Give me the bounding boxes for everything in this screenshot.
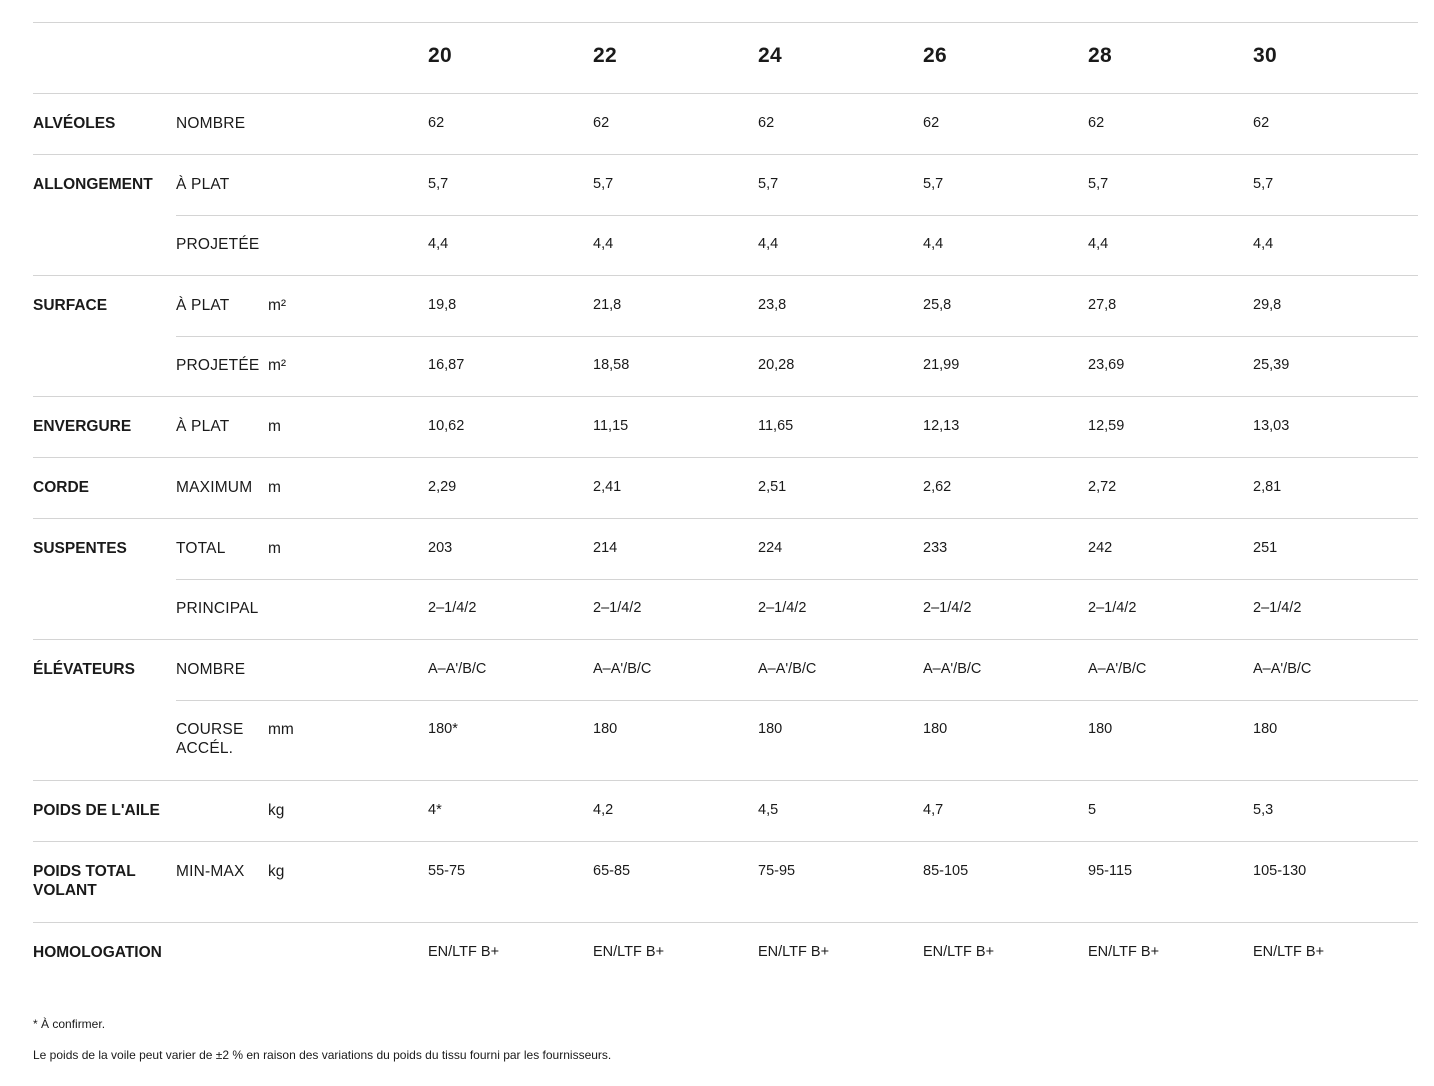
spec-group	[33, 276, 1418, 397]
table-cell: 85-105	[923, 863, 969, 879]
table-cell: 11,15	[593, 418, 629, 434]
spec-group-label: ALLONGEMENT	[33, 176, 153, 193]
table-cell: 75-95	[758, 863, 796, 879]
table-cell: A–A'/B/C	[428, 661, 487, 677]
spec-group-label: POIDS TOTAL VOLANT	[33, 863, 136, 899]
table-cell: 27,8	[1088, 297, 1117, 313]
row-unit: m²	[268, 297, 287, 314]
table-cell: 4,2	[593, 802, 614, 818]
table-cell: 214	[593, 540, 618, 556]
row-unit: kg	[268, 863, 285, 880]
table-cell: 19,8	[428, 297, 457, 313]
table-row	[33, 923, 1418, 983]
table-cell: 2,51	[758, 479, 787, 495]
table-cell: EN/LTF B+	[758, 944, 830, 960]
size-header: 26	[923, 44, 947, 67]
table-cell: A–A'/B/C	[1253, 661, 1312, 677]
spec-group	[33, 640, 1418, 781]
spec-group-label: HOMOLOGATION	[33, 944, 162, 961]
row-unit: mm	[268, 721, 294, 738]
table-cell: 18,58	[593, 357, 630, 373]
table-cell: 12,59	[1088, 418, 1125, 434]
table-cell: 180	[758, 721, 783, 737]
row-sublabel: PRINCIPAL	[176, 600, 259, 617]
table-row	[33, 579, 1418, 639]
size-header: 28	[1088, 44, 1112, 67]
row-sublabel: MIN-MAX	[176, 863, 245, 880]
specs-table	[33, 22, 1418, 983]
table-cell: 242	[1088, 540, 1113, 556]
table-cell: 4,4	[758, 236, 779, 252]
table-cell: 4*	[428, 802, 442, 818]
table-cell: 21,8	[593, 297, 622, 313]
spec-group-label: CORDE	[33, 479, 89, 496]
row-unit: kg	[268, 802, 285, 819]
table-cell: EN/LTF B+	[1253, 944, 1325, 960]
spec-group	[33, 155, 1418, 276]
row-sublabel: NOMBRE	[176, 115, 246, 132]
table-cell: 62	[758, 115, 775, 131]
spec-group	[33, 458, 1418, 519]
table-cell: 233	[923, 540, 948, 556]
spec-group	[33, 842, 1418, 923]
spec-group	[33, 923, 1418, 983]
table-cell: 5,7	[1088, 176, 1109, 192]
table-cell: A–A'/B/C	[1088, 661, 1147, 677]
table-row	[33, 640, 1418, 700]
size-header-row	[33, 23, 1418, 94]
table-cell: 5,7	[428, 176, 449, 192]
row-unit: m²	[268, 357, 287, 374]
row-unit: m	[268, 479, 281, 496]
table-cell: 2,72	[1088, 479, 1117, 495]
table-cell: A–A'/B/C	[923, 661, 982, 677]
spec-group-label: SUSPENTES	[33, 540, 127, 557]
row-sublabel: À PLAT	[176, 418, 230, 435]
table-row	[33, 781, 1418, 841]
row-sublabel: PROJETÉE	[176, 357, 260, 374]
table-row	[33, 397, 1418, 457]
table-cell: 62	[593, 115, 610, 131]
size-header: 30	[1253, 44, 1277, 67]
table-cell: 203	[428, 540, 453, 556]
table-cell: 5	[1088, 802, 1097, 818]
spec-group	[33, 781, 1418, 842]
table-cell: 62	[1253, 115, 1270, 131]
table-cell: 180*	[428, 721, 458, 737]
size-header: 20	[428, 44, 452, 67]
size-header: 22	[593, 44, 617, 67]
size-header: 24	[758, 44, 782, 67]
table-cell: 23,69	[1088, 357, 1125, 373]
row-sublabel: COURSE ACCÉL.	[176, 721, 244, 757]
table-cell: 2,81	[1253, 479, 1282, 495]
spec-group	[33, 519, 1418, 640]
table-cell: 4,4	[593, 236, 614, 252]
spec-group	[33, 94, 1418, 155]
table-cell: 10,62	[428, 418, 465, 434]
table-cell: 2–1/4/2	[758, 600, 807, 616]
table-cell: 5,7	[758, 176, 779, 192]
spec-group-label: ÉLÉVATEURS	[33, 661, 135, 678]
table-cell: 62	[428, 115, 445, 131]
footnote-weight-tolerance: Le poids de la voile peut varier de ±2 % en raison des variations du poids du tissu fourni par les fournisseurs.	[33, 1048, 612, 1062]
table-cell: 4,5	[758, 802, 779, 818]
table-cell: 224	[758, 540, 783, 556]
row-unit: m	[268, 540, 281, 557]
table-row	[33, 842, 1418, 922]
table-row	[33, 519, 1418, 579]
table-cell: EN/LTF B+	[1088, 944, 1160, 960]
table-cell: EN/LTF B+	[428, 944, 500, 960]
table-cell: 2,62	[923, 479, 952, 495]
spec-group-label: POIDS DE L'AILE	[33, 802, 160, 819]
table-row	[33, 336, 1418, 396]
table-cell: EN/LTF B+	[923, 944, 995, 960]
table-cell: 4,4	[923, 236, 944, 252]
table-cell: 105-130	[1253, 863, 1307, 879]
footnotes	[33, 1016, 1333, 1078]
table-cell: 180	[1253, 721, 1278, 737]
row-unit: m	[268, 418, 281, 435]
table-cell: 180	[1088, 721, 1113, 737]
table-cell: 2–1/4/2	[923, 600, 972, 616]
table-cell: 180	[923, 721, 948, 737]
table-row	[33, 215, 1418, 275]
table-cell: 2–1/4/2	[593, 600, 642, 616]
table-row	[33, 700, 1418, 780]
table-row	[33, 276, 1418, 336]
table-cell: 180	[593, 721, 618, 737]
table-cell: 13,03	[1253, 418, 1290, 434]
table-cell: 65-85	[593, 863, 631, 879]
table-cell: 2,29	[428, 479, 457, 495]
table-cell: 251	[1253, 540, 1278, 556]
table-cell: 4,4	[1253, 236, 1274, 252]
spec-group-label: ALVÉOLES	[33, 115, 116, 132]
table-cell: 2–1/4/2	[428, 600, 477, 616]
table-cell: 2–1/4/2	[1088, 600, 1137, 616]
table-cell: 21,99	[923, 357, 960, 373]
table-cell: 12,13	[923, 418, 960, 434]
table-cell: 55-75	[428, 863, 466, 879]
table-cell: A–A'/B/C	[758, 661, 817, 677]
table-cell: 4,7	[923, 802, 944, 818]
table-cell: 95-115	[1088, 863, 1133, 879]
table-cell: 5,3	[1253, 802, 1274, 818]
table-cell: 62	[1088, 115, 1105, 131]
table-cell: 62	[923, 115, 940, 131]
spec-groups	[33, 94, 1418, 983]
table-cell: 4,4	[1088, 236, 1109, 252]
row-sublabel: À PLAT	[176, 297, 230, 314]
row-sublabel: À PLAT	[176, 176, 230, 193]
table-cell: 2,41	[593, 479, 622, 495]
spec-group-label: ENVERGURE	[33, 418, 132, 435]
table-cell: 25,39	[1253, 357, 1290, 373]
table-cell: 4,4	[428, 236, 449, 252]
table-cell: 2–1/4/2	[1253, 600, 1302, 616]
table-cell: 5,7	[923, 176, 944, 192]
table-cell: 16,87	[428, 357, 465, 373]
table-cell: 25,8	[923, 297, 952, 313]
row-sublabel: MAXIMUM	[176, 479, 253, 496]
table-cell: 5,7	[1253, 176, 1274, 192]
table-cell: A–A'/B/C	[593, 661, 652, 677]
spec-group-label: SURFACE	[33, 297, 108, 314]
table-cell: EN/LTF B+	[593, 944, 665, 960]
table-row	[33, 94, 1418, 154]
footnote-confirm: * À confirmer.	[33, 1017, 106, 1031]
spec-group	[33, 397, 1418, 458]
row-sublabel: TOTAL	[176, 540, 226, 557]
table-cell: 5,7	[593, 176, 614, 192]
table-cell: 20,28	[758, 357, 795, 373]
table-row	[33, 155, 1418, 215]
table-row	[33, 458, 1418, 518]
table-cell: 11,65	[758, 418, 794, 434]
row-sublabel: PROJETÉE	[176, 236, 260, 253]
table-cell: 23,8	[758, 297, 787, 313]
row-sublabel: NOMBRE	[176, 661, 246, 678]
table-cell: 29,8	[1253, 297, 1282, 313]
